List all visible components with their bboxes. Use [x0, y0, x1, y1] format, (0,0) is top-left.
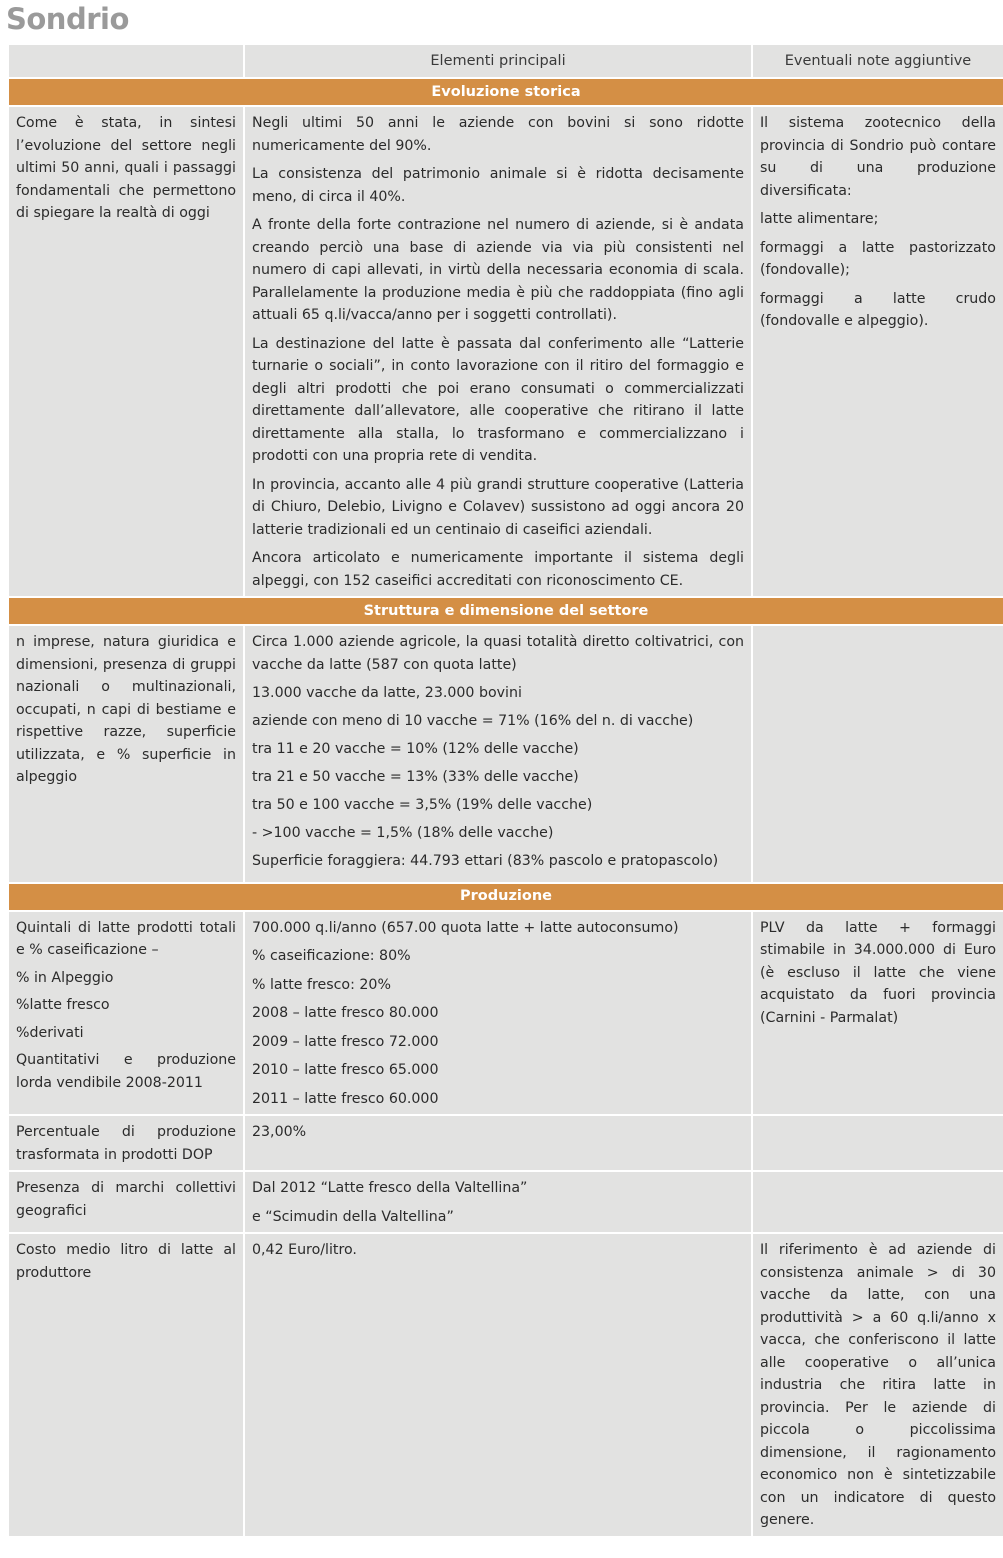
elements-cell [244, 1171, 752, 1233]
paragraph: Il sistema zootecnico della provincia di Sondrio può contare su di una produzione diversificata: [760, 115, 996, 199]
section-title: Evoluzione storica [8, 78, 1003, 106]
paragraph: 2009 – latte fresco 72.000 [252, 1033, 439, 1050]
page-title: Sondrio [6, 2, 129, 36]
paragraph: 0,42 Euro/litro. [252, 1242, 357, 1258]
paragraph: Il riferimento è ad aziende di consistenza animale > di 30 vacche da latte, con una produttività > a 60 q.li/anno x vacca, che conferiscono il latte alle cooperative o all’unica industria che ritira latte in provincia. Per le aziende di piccola o piccolissima dimensione, il ragionamento economico non è sintetizzabile con un indicatore di questo genere. [760, 1242, 996, 1528]
table-row [8, 1171, 1003, 1233]
elements-cell [244, 625, 752, 883]
paragraph: % in Alpeggio [16, 969, 114, 986]
paragraph: Quantitativi e produzione lorda vendibile 2008-2011 [16, 1052, 236, 1091]
section-header-row [8, 597, 1003, 625]
table-row [8, 1233, 1003, 1537]
paragraph: Superficie foraggiera: 44.793 ettari (83% pascolo e pratopascolo) [252, 852, 719, 869]
data-table [7, 43, 1003, 1538]
paragraph: Negli ultimi 50 anni le aziende con bovini si sono ridotte numericamente del 90%. [252, 115, 744, 154]
paragraph: Dal 2012 “Latte fresco della Valtellina” [252, 1180, 528, 1196]
paragraph: Presenza di marchi collettivi geografici [16, 1180, 236, 1219]
question-cell [8, 625, 244, 883]
section-title: Produzione [8, 883, 1003, 911]
paragraph: e “Scimudin della Valtellina” [252, 1208, 454, 1225]
paragraph: Percentuale di produzione trasformata in prodotti DOP [16, 1124, 236, 1163]
elements-cell [244, 1115, 752, 1171]
question-cell [8, 1171, 244, 1233]
paragraph: aziende con meno di 10 vacche = 71% (16% del n. di vacche) [252, 712, 694, 729]
table-row [8, 911, 1003, 1116]
paragraph: A fronte della forte contrazione nel numero di aziende, si è andata creando perciò una base di aziende via via più consistenti nel numero di capi allevati, in virtù della necessaria economia di scala. Parallelamente la produzione media è più che raddoppiata (fino agli attuali 65 q.li/vacca/anno per i soggetti controllati). [252, 217, 744, 323]
paragraph: % caseificazione: 80% [252, 948, 411, 964]
table-row [8, 625, 1003, 883]
paragraph: Come è stata, in sintesi l’evoluzione del settore negli ultimi 50 anni, quali i passaggi fondamentali che permettono di spiegare la realtà di oggi [16, 115, 236, 221]
paragraph: La consistenza del patrimonio animale si è ridotta decisamente meno, di circa il 40%. [252, 166, 744, 205]
notes-cell [752, 625, 1003, 883]
paragraph: PLV da latte + formaggi stimabile in 34.000.000 di Euro (è escluso il latte che viene acquistato da fuori provincia (Carnini - Parmalat) [760, 919, 996, 1026]
question-cell [8, 1115, 244, 1171]
paragraph: La destinazione del latte è passata dal conferimento alle “Latterie turnarie o sociali”, in conto lavorazione con il ritiro del formaggio e degli altri prodotti che poi erano consumati o commercializzati direttamente dall’allevatore, alle cooperative che ritirano il latte direttamente alla stalla, lo trasformano e commercializzano i prodotti con una propria rete di vendita. [252, 335, 744, 464]
paragraph: Costo medio litro di latte al produttore [16, 1242, 236, 1281]
paragraph: 2011 – latte fresco 60.000 [252, 1090, 439, 1107]
header-cell-elementi: Elementi principali [244, 44, 752, 78]
notes-cell [752, 106, 1003, 597]
paragraph: - >100 vacche = 1,5% (18% delle vacche) [252, 824, 554, 841]
table-row [8, 106, 1003, 597]
section-header-row [8, 78, 1003, 106]
paragraph: tra 11 e 20 vacche = 10% (12% delle vacche) [252, 740, 579, 757]
paragraph: Quintali di latte prodotti totali e % caseificazione – [16, 919, 236, 958]
paragraph: 2008 – latte fresco 80.000 [252, 1005, 439, 1021]
paragraph: % latte fresco: 20% [252, 976, 391, 993]
question-cell [8, 106, 244, 597]
notes-cell [752, 1115, 1003, 1171]
paragraph: latte alimentare; [760, 211, 879, 227]
elements-cell [244, 911, 752, 1116]
paragraph: %latte fresco [16, 997, 110, 1013]
paragraph: formaggi a latte crudo (fondovalle e alpeggio). [760, 290, 996, 329]
header-cell-empty [8, 44, 244, 78]
paragraph: tra 50 e 100 vacche = 3,5% (19% delle vacche) [252, 796, 593, 813]
question-cell [8, 911, 244, 1116]
notes-cell [752, 1171, 1003, 1233]
paragraph: In provincia, accanto alle 4 più grandi strutture cooperative (Latteria di Chiuro, Delebio, Livigno e Colavev) sussistono ad oggi ancora 20 latterie tradizionali ed un centinaio di caseifici aziendali. [252, 476, 744, 538]
paragraph: n imprese, natura giuridica e dimensioni, presenza di gruppi nazionali o multinazionali, occupati, n capi di bestiame e rispettive razze, superficie utilizzata, e % superficie in alpeggio [16, 634, 236, 785]
header-row [8, 44, 1003, 78]
paragraph: Circa 1.000 aziende agricole, la quasi totalità diretto coltivatrici, con vacche da latte (587 con quota latte) [252, 634, 744, 673]
paragraph: 23,00% [252, 1124, 307, 1140]
paragraph: 700.000 q.li/anno (657.00 quota latte + latte autoconsumo) [252, 919, 679, 936]
table-row [8, 1115, 1003, 1171]
paragraph: formaggi a latte pastorizzato (fondovalle); [760, 239, 996, 278]
elements-cell [244, 1233, 752, 1537]
paragraph: Ancora articolato e numericamente importante il sistema degli alpeggi, con 152 caseifici accreditati con riconoscimento CE. [252, 550, 744, 589]
paragraph: %derivati [16, 1024, 84, 1041]
question-cell [8, 1233, 244, 1537]
paragraph: tra 21 e 50 vacche = 13% (33% delle vacche) [252, 768, 579, 785]
header-cell-note: Eventuali note aggiuntive [752, 44, 1003, 78]
notes-cell [752, 911, 1003, 1116]
section-title: Struttura e dimensione del settore [8, 597, 1003, 625]
elements-cell [244, 106, 752, 597]
section-header-row [8, 883, 1003, 911]
paragraph: 13.000 vacche da latte, 23.000 bovini [252, 684, 522, 701]
paragraph: 2010 – latte fresco 65.000 [252, 1062, 439, 1078]
notes-cell [752, 1233, 1003, 1537]
